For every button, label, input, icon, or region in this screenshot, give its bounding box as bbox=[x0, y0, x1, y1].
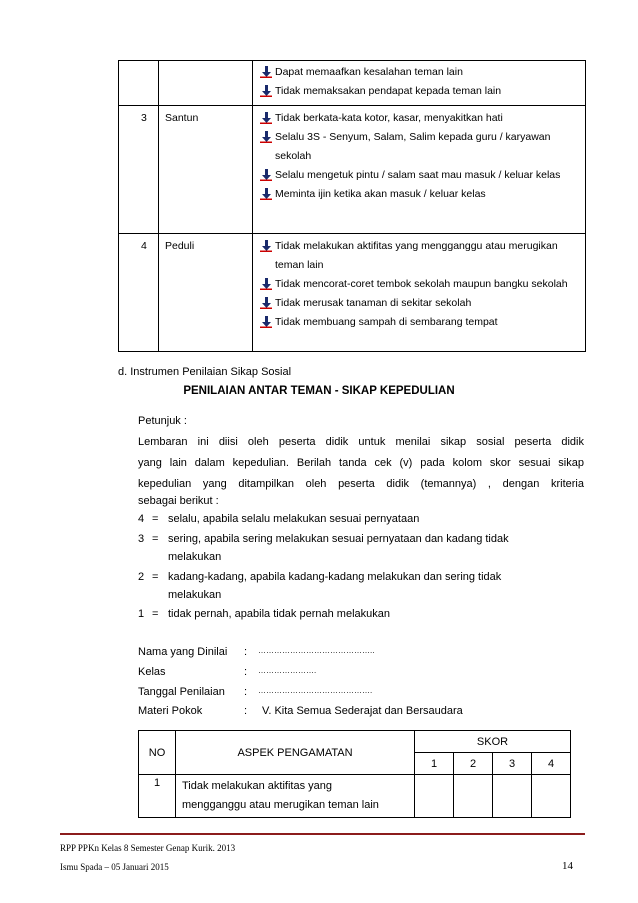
score-table bbox=[138, 730, 571, 818]
list-item: Tidak memaksakan pendapat kepada teman lain bbox=[259, 82, 581, 101]
list-item: Meminta ijin ketika akan masuk / keluar kelas bbox=[259, 185, 581, 204]
list-item: Tidak berkata-kata kotor, kasar, menyakitkan hati bbox=[259, 109, 581, 128]
list-item: Tidak mencorat-coret tembok sekolah maupun bangku sekolah bbox=[259, 275, 581, 294]
arrow-bullet-icon bbox=[259, 294, 275, 313]
criteria-text: tidak pernah, apabila tidak pernah melakukan bbox=[168, 608, 390, 620]
field-colon: : bbox=[244, 686, 248, 698]
criteria-score: 1 bbox=[138, 608, 145, 620]
row-number: 4 bbox=[119, 234, 159, 352]
field-value: V. Kita Semua Sederajat dan Bersaudara bbox=[262, 705, 463, 717]
table-header-row bbox=[139, 731, 571, 753]
criteria-text: sering, apabila sering melakukan sesuai pernyataan dan kadang tidak bbox=[168, 533, 509, 545]
field-colon: : bbox=[244, 705, 248, 717]
arrow-bullet-icon bbox=[259, 63, 275, 82]
arrow-bullet-icon bbox=[259, 109, 275, 128]
petunjuk-label: Petunjuk : bbox=[138, 415, 187, 427]
field-label: Nama yang Dinilai bbox=[138, 646, 228, 658]
paragraph-line: kepedulian yang ditampilkan oleh peserta didik (temannya) , dengan kriteria bbox=[138, 478, 584, 490]
score-cell[interactable] bbox=[532, 775, 571, 818]
list-item: Tidak merusak tanaman di sekitar sekolah bbox=[259, 294, 581, 313]
skor-col-header: 2 bbox=[454, 753, 493, 775]
skor-col-header: 1 bbox=[415, 753, 454, 775]
row-aspect: Peduli bbox=[159, 234, 253, 352]
col-skor-header: SKOR bbox=[415, 731, 571, 753]
criteria-text-cont: melakukan bbox=[168, 551, 222, 563]
row-aspek-line: Tidak melakukan aktifitas yang bbox=[182, 780, 332, 792]
col-no-header: NO bbox=[139, 731, 176, 775]
table-row bbox=[119, 106, 586, 234]
row-aspect: Santun bbox=[159, 106, 253, 234]
score-cell[interactable] bbox=[454, 775, 493, 818]
criteria-eq: = bbox=[152, 608, 159, 620]
field-colon: : bbox=[244, 666, 248, 678]
table-row bbox=[119, 61, 586, 106]
section-title: PENILAIAN ANTAR TEMAN - SIKAP KEPEDULIAN bbox=[183, 385, 455, 397]
field-label: Materi Pokok bbox=[138, 705, 203, 717]
arrow-bullet-icon bbox=[259, 185, 275, 204]
score-cell[interactable] bbox=[493, 775, 532, 818]
table-row bbox=[139, 775, 571, 818]
field-label: Kelas bbox=[138, 666, 166, 678]
page-number: 14 bbox=[562, 860, 573, 872]
list-item: Selalu 3S - Senyum, Salam, Salim kepada guru / karyawan sekolah bbox=[259, 128, 581, 166]
table-row bbox=[119, 234, 586, 352]
criteria-score: 3 bbox=[138, 533, 145, 545]
criteria-text-cont: melakukan bbox=[168, 589, 222, 601]
arrow-bullet-icon bbox=[259, 275, 275, 294]
row-aspect bbox=[159, 61, 253, 106]
arrow-bullet-icon bbox=[259, 82, 275, 101]
indicator-cell bbox=[253, 106, 586, 234]
row-number: 1 bbox=[139, 775, 176, 818]
skor-col-header: 4 bbox=[532, 753, 571, 775]
field-colon: : bbox=[244, 646, 248, 658]
row-number: 3 bbox=[119, 106, 159, 234]
arrow-bullet-icon bbox=[259, 237, 275, 256]
arrow-bullet-icon bbox=[259, 313, 275, 332]
arrow-bullet-icon bbox=[259, 128, 275, 147]
footer-line1: RPP PPKn Kelas 8 Semester Genap Kurik. 2013 bbox=[60, 843, 236, 853]
row-aspek bbox=[176, 775, 415, 818]
footer-divider bbox=[60, 833, 585, 835]
criteria-score: 4 bbox=[138, 513, 145, 525]
row-aspek-line: mengganggu atau merugikan teman lain bbox=[182, 799, 379, 811]
paragraph-line: Lembaran ini diisi oleh peserta didik untuk menilai sikap sosial peserta didik bbox=[138, 436, 584, 448]
list-item: Tidak membuang sampah di sembarang tempat bbox=[259, 313, 581, 332]
field-value: ……………………………………. bbox=[258, 686, 373, 695]
criteria-eq: = bbox=[152, 513, 159, 525]
section-heading: d. Instrumen Penilaian Sikap Sosial bbox=[118, 366, 292, 378]
field-value: …………………. bbox=[258, 666, 317, 675]
row-number bbox=[119, 61, 159, 106]
skor-col-header: 3 bbox=[493, 753, 532, 775]
criteria-text: selalu, apabila selalu melakukan sesuai pernyataan bbox=[168, 513, 420, 525]
criteria-score: 2 bbox=[138, 571, 145, 583]
list-item: Dapat memaafkan kesalahan teman lain bbox=[259, 63, 581, 82]
score-cell[interactable] bbox=[415, 775, 454, 818]
arrow-bullet-icon bbox=[259, 166, 275, 185]
list-item: Selalu mengetuk pintu / salam saat mau masuk / keluar kelas bbox=[259, 166, 581, 185]
paragraph-line: sebagai berikut : bbox=[138, 495, 219, 507]
footer-line2: Ismu Spada – 05 Januari 2015 bbox=[60, 862, 169, 872]
indicator-table bbox=[118, 60, 586, 352]
field-label: Tanggal Penilaian bbox=[138, 686, 225, 698]
criteria-eq: = bbox=[152, 571, 159, 583]
criteria-text: kadang-kadang, apabila kadang-kadang melakukan dan sering tidak bbox=[168, 571, 502, 583]
list-item: Tidak melakukan aktifitas yang mengganggu atau merugikan teman lain bbox=[259, 237, 581, 275]
field-value: …………………………………….. bbox=[258, 646, 375, 655]
criteria-eq: = bbox=[152, 533, 159, 545]
indicator-cell bbox=[253, 234, 586, 352]
col-aspek-header: ASPEK PENGAMATAN bbox=[176, 731, 415, 775]
indicator-cell bbox=[253, 61, 586, 106]
paragraph-line: yang lain dalam kepedulian. Berilah tanda cek (v) pada kolom skor sesuai sikap bbox=[138, 457, 584, 469]
